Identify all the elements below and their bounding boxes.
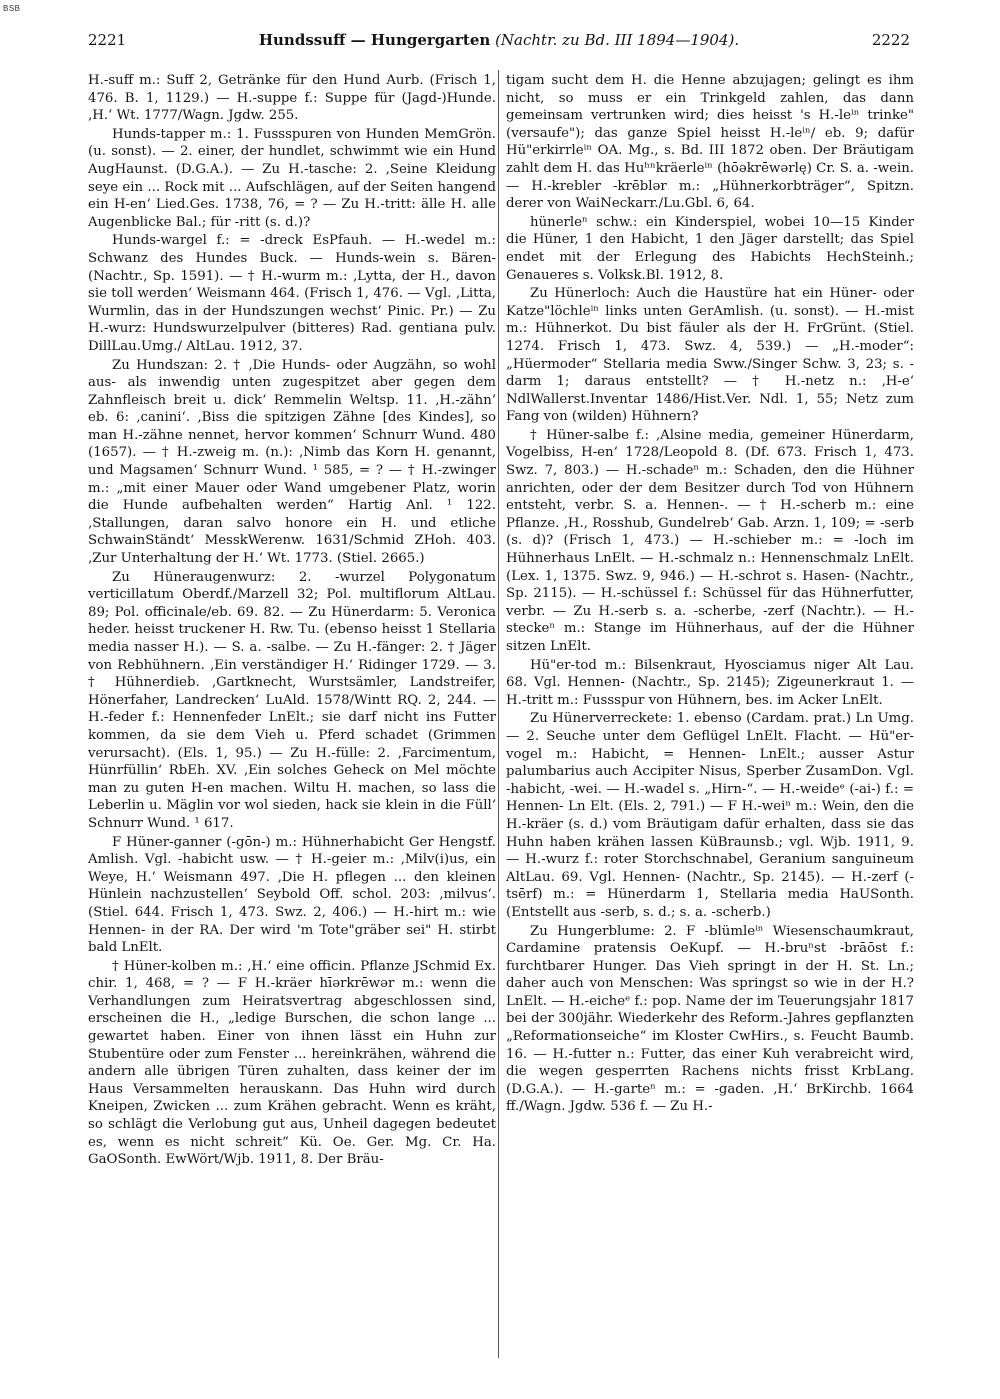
page-number-left: 2221 [88, 31, 127, 49]
entry-paragraph: Zu Hüneraugenwurz: 2. -wurzel Polygonatum verticillatum Oberdf./Marzell 32; Pol. multiflorum AltLau. 89; Pol. officinale/eb. 69. 82. — Zu Hünerdarm: 5. Veronica heder. heisst truckener H. Rw. Tu. (ebenso heisst 1 Stellaria media nasser H.). — S. a. -salbe. — Zu H.-fänger: 2. † Jäger von Rebhühnern. ‚Ein verständiger H.‘ Ridinger 1729. — 3. † Hühnerdieb. ‚Gartknecht, Wurstsämler, Landstreifer, Hönerfaher, Landrecken‘ LuAld. 1578/Wintt RQ. 2, 244. — H.-feder f.: Hennenfeder LnElt.; sie darf nicht ins Futter kommen, da sie dem Vieh u. Pferd schadet (Grimmen verursacht). (Els. 1, 95.) — Zu H.-fülle: 2. ‚Farcimentum, Hünrfüllin‘ RbEh. XV. ‚Ein solches Geheck on Mel möchte man zu guten H-en machen. Wiltu H. machen, so lass die Leberlin u. Mäglin vor wol sieden, hack sie klein in die Füll‘ Schnurr Wund. ¹ 617. [88, 569, 496, 831]
right-column [506, 72, 914, 1117]
entry-paragraph: Hunds-tapper m.: 1. Fussspuren von Hunden MemGrön. (u. sonst). — 2. einer, der hundlet, schwimmt wie ein Hund AugHaunst. (D.G.A.). — Zu H.-tasche: 2. ‚Seine Kleidung seye ein ... Rock mit ... Aufschlägen, auf der Seiten hangend ein H-en‘ Lied.Ges. 1738, 76, = ? — Zu H.-tritt: älle H. alle Augenblicke Bal.; für -ritt (s. d.)? [88, 126, 496, 230]
running-headwords: Hundssuff — Hungergarten [258, 31, 491, 49]
entry-paragraph: hünerleⁿ schw.: ein Kinderspiel, wobei 10—15 Kinder die Hüner, 1 den Habicht, 1 den Jäger darstellt; das Spiel endet mit der Erlegung des Habichts HechSteinh.; Genaueres s. Volksk.Bl. 1912, 8. [506, 214, 914, 283]
entry-paragraph: † Hüner-salbe f.: ‚Alsine media, gemeiner Hünerdarm, Vogelbiss, H-en‘ 1728/Leopold 8. (Df. 673. Frisch 1, 473. Swz. 7, 803.) — H.-schadeⁿ m.: Schaden, den die Hühner anrichten, oder der dem Besitzer durch Tod von Hühnern entsteht, verbr. S. a. Hennen-. — † H.-scherb m.: eine Pflanze. ‚H., Rosshub, Gundelreb‘ Gab. Arzn. 1, 109; = -serb (s. d)? (Frisch 1, 473.) — H.-schieber m.: = -loch im Hühnerhaus LnElt. — H.-schmalz n.: Hennenschmalz LnElt. (Lex. 1, 1375. Swz. 9, 946.) — H.-schrot s. Hasen- (Nachtr., Sp. 2115). — H.-schüssel f.: Schüssel für das Hühnerfutter, verbr. — Zu H.-serb s. a. -scherbe, -zerf (Nachtr.). — H.-steckeⁿ m.: Stange im Hühnerhaus, auf der die Hühner sitzen LnElt. [506, 427, 914, 654]
running-subtitle: (Nachtr. zu Bd. III 1894—1904). [495, 31, 740, 49]
entry-paragraph: Zu Hünerverreckete: 1. ebenso (Cardam. prat.) Ln Umg. — 2. Seuche unter dem Geflügel LnElt. Flacht. — Hü"er-vogel m.: Habicht, = Hennen- LnElt.; ausser Astur palumbarius auch Accipiter Nisus, Sperber ZusamDon. Vgl. -habicht, -wei. — H.-wadel s. „Hirn-“. — H.-weideᵉ (-ai-) f.: = Hennen- Ln Elt. (Els. 2, 791.) — F H.-weiⁿ m.: Wein, den die H.-kräer (s. d.) vom Bräutigam dafür erhalten, dass sie das Huhn haben krähen lassen KüBraunsb.; vgl. Wjb. 1911, 9. — H.-wurz f.: roter Storchschnabel, Geranium sanguineum AltLau. 69. Vgl. Hennen- (Nachtr., Sp. 2145). — H.-zerf (-tsērf) m.: = Hünerdarm 1, Stellaria media HaUSonth. (Entstellt aus -serb, s. d.; s. a. -scherb.) [506, 711, 914, 920]
column-divider [498, 70, 499, 1358]
entry-paragraph: Hunds-wargel f.: = -dreck EsPfauh. — H.-wedel m.: Schwanz des Hundes Buck. — Hunds-wein s. Bären- (Nachtr., Sp. 1591). — † H.-wurm m.: ‚Lytta, der H., davon sie toll werden‘ Weismann 464. (Frisch 1, 476. — Vgl. ‚Litta, Wurmlin, das in der Hundszungen wechst‘ Pinic. Pr.) — Zu H.-wurz: Hundswurzelpulver (bitteres) Rad. gentiana pulv. DillLau.Umg./ AltLau. 1912, 37. [88, 233, 496, 354]
entry-paragraph: H.-suff m.: Suff 2, Getränke für den Hund Aurb. (Frisch 1, 476. B. 1, 1129.) — H.-suppe f.: Suppe für (Jagd-)Hunde. ‚H.‘ Wt. 1777/Wagn. Jgdw. 255. [88, 73, 496, 124]
entry-paragraph: tigam sucht dem H. die Henne abzujagen; gelingt es ihm nicht, so muss er ein Trinkgeld zahlen, das dann gemeinsam vertrunken wird; dies heisst 's H.-leⁱⁿ trinke" (versaufe"); das ganze Spiel heisst H.-leⁱⁿ/ eb. 9; dafür Hü"erkirrleⁱⁿ OA. Mg., s. Bd. III 1872 oben. Der Bräutigam zahlt dem H. das Huʰⁿkräerleⁱⁿ (hōəkrēwərlę) Cr. S. a. -wein. — H.-krebler -krēblər m.: „Hühnerkorbträger“, Spitzn. derer von WaiNeckarr./Lu.Gbl. 6, 64. [506, 73, 914, 212]
page-header [88, 31, 910, 53]
entry-paragraph: F Hüner-ganner (-gōn-) m.: Hühnerhabicht Ger Hengstf. Amlish. Vgl. -habicht usw. — † H.-geier m.: ‚Milv(i)us, ein Weye, H.‘ Weismann 497. ‚Die H. pflegen ... den kleinen Hünlein nachzustellen‘ Seybold Off. schol. 203: ‚milvus‘. (Stiel. 644. Frisch 1, 473. Swz. 2, 406.) — H.-hirt m.: wie Hennen- in der RA. Der wird 'm Tote"gräber sei" H. stirbt bald LnElt. [88, 834, 496, 956]
entry-paragraph: Zu Hünerloch: Auch die Haustüre hat ein Hüner- oder Katze"löchleⁱⁿ links unten GerAmlish. (u. sonst). — H.-mist m.: Hühnerkot. Du bist fäuler als der H. FrGrünt. (Stiel. 1274. Frisch 1, 473. Swz. 4, 539.) — „H.-moder“: „Hüermoder“ Stellaria media Sww./Singer Schw. 3, 23; s. -darm 1; daraus entstellt? — † H.-netz n.: ‚H-e‘ NdlWallerst.Inventar 1486/Hist.Ver. Ndl. 1, 55; Netz zum Fang von (wilden) Hühnern? [506, 286, 914, 425]
entry-paragraph: † Hüner-kolben m.: ‚H.‘ eine officin. Pflanze JSchmid Ex. chir. 1, 468, = ? — F H.-kräer hīərkrēwər m.: wenn die Verhandlungen zum Heiratsvertrag abgeschlossen sind, erscheinen die H., „ledige Burschen, die schon lange ... gewartet haben. Einer von ihnen lässt ein Huhn zur Stubentüre oder zum Fenster ... hereinkrähen, während die andern alle übrigen Türen zuhalten, dass keiner der im Haus Versammelten herauskann. Das Huhn wird durch Kneipen, Zwicken ... zum Krähen gebracht. Wenn es kräht, so schlägt die Verlobung gut aus, Unheil dagegen bedeutet es, wenn es nicht schreit“ Kü. Oe. Ger. Mg. Cr. Ha. GaOSonth. EwWört/Wjb. 1911, 8. Der Bräu- [88, 958, 496, 1168]
running-title [88, 31, 910, 49]
library-mark: BSB [3, 4, 21, 13]
page-number-right: 2222 [871, 31, 910, 49]
entry-paragraph: Zu Hundszan: 2. † ‚Die Hunds- oder Augzähn, so wohl aus- als inwendig unten zugespitzet aber gegen dem Zahnfleisch breit u. dick‘ Remmelin Weltsp. 11. ‚H.-zähn‘ eb. 6: ‚canini‘. ‚Biss die spitzigen Zähne [des Kindes], so man H.-zähne nennet, hervor kommen‘ Schnurr Wund. 480 (1657). — † H.-zweig m. (n.): ‚Nimb das Korn H. genannt, und Magsamen‘ Schnurr Wund. ¹ 585, = ? — † H.-zwinger m.: „mit einer Mauer oder Wand umgebener Platz, worin die Hunde aufbehalten werden“ Hartig Anl. ¹ 122. ‚Stallungen, daran salvo honore ein H. und etliche SchwainStändt‘ MesskWerenw. 1631/Schmid ZHoh. 403. ‚Zur Unterhaltung der H.‘ Wt. 1773. (Stiel. 2665.) [88, 357, 496, 567]
entry-paragraph: Hü"er-tod m.: Bilsenkraut, Hyosciamus niger Alt Lau. 68. Vgl. Hennen- (Nachtr., Sp. 2145); Zigeunerkraut 1. — H.-tritt m.: Fussspur von Hühnern, bes. im Acker LnElt. [506, 657, 914, 708]
entry-paragraph: Zu Hungerblume: 2. F -blümleⁱⁿ Wiesenschaumkraut, Cardamine pratensis OeKupf. — H.-bruⁿst -brāōst f.: furchtbarer Hunger. Das Vieh springt in der H. St. Ln.; daher auch von Menschen: Was springst so wie in der H.? LnElt. — H.-eicheᵉ f.: pop. Name der im Teuerungsjahr 1817 bei der 300jähr. Wiederkehr des Reform.-Jahres gepflanzten „Reformationseiche“ im Kloster CwHirs., s. Feucht Baumb. 16. — H.-futter n.: Futter, das einer Kuh verabreicht wird, die wegen gesperrten Rachens nichts frisst KrbLang. (D.G.A.). — H.-garteⁿ m.: = -gaden. ‚H.‘ BrKirchb. 1664 ff./Wagn. Jgdw. 536 f. — Zu H.- [506, 923, 914, 1115]
left-column [88, 72, 496, 1170]
